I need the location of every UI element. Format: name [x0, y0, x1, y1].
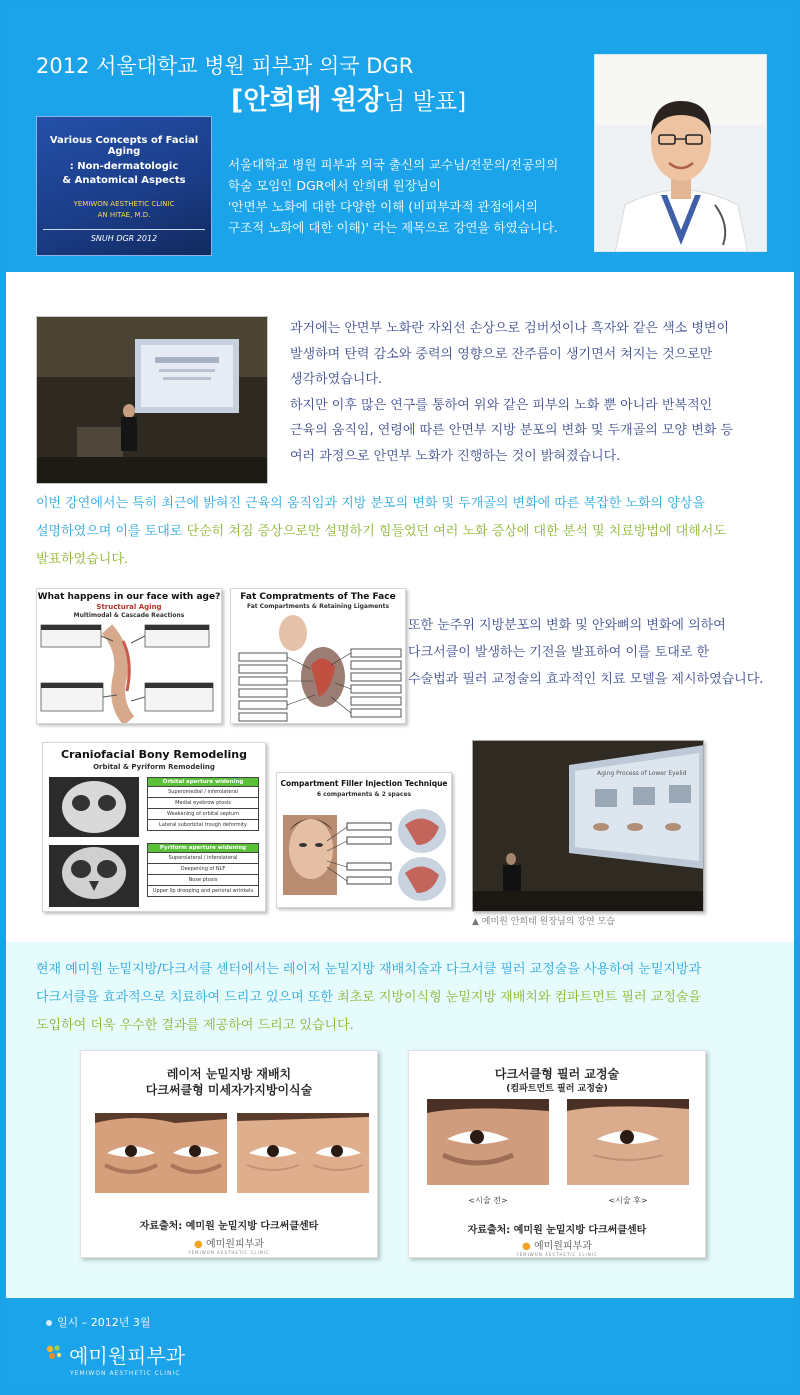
- logo-name: 예미원피부과: [205, 1239, 264, 1250]
- list-item: Superolateral / inferolateral: [147, 853, 259, 864]
- slide-subtitle: 6 compartments & 2 spaces: [316, 791, 412, 798]
- paragraph-line: 과거에는 안면부 노화란 자외선 손상으로 검버섯이나 흑자와 같은 색소 병변이: [290, 321, 730, 336]
- intro-text: [228, 154, 588, 238]
- event-date: [46, 1314, 151, 1330]
- list-item: Upper lip drooping and perioral wrinkels: [147, 886, 259, 897]
- list-item: Lateral suborbital trough deformity: [147, 820, 259, 831]
- doctor-portrait: [594, 54, 767, 252]
- slide-divider: [43, 229, 205, 230]
- before-eye-photo: [95, 1113, 227, 1193]
- paragraph-line: 발생하며 탄력 감소와 중력의 영향으로 잔주름이 생기면서 쳐지는 것으로만: [290, 346, 713, 362]
- paragraph-line: [36, 518, 776, 546]
- paragraph-line: 현재 예미원 눈밑지방/다크서클 센터에서는 레이저 눈밑지방 재배치술과 다크서클 필러 교정술을 사용하여 눈밑지방과: [36, 962, 702, 977]
- clinic-logo: [409, 1237, 705, 1257]
- lecture-title-slide: [36, 116, 212, 256]
- paragraph-line: 근육의 움직임, 연령에 따른 안면부 지방 분포의 변화 및 두개골의 모양 변화 등: [290, 423, 734, 438]
- dark-circle-paragraph: [408, 612, 788, 693]
- source-credit: 자료출처: 예미원 눈밑지방 다크써클센타: [467, 1225, 647, 1236]
- paragraph-line: 다크서클이 발생하는 기전을 발표하여 이를 토대로 한: [408, 645, 710, 660]
- slide-title: Compartment Filler Injection Technique: [280, 779, 448, 788]
- presenter-name: [안희태 원장: [231, 85, 384, 116]
- after-eye-photo: [567, 1099, 689, 1185]
- lecture-section: [6, 272, 794, 942]
- slide-title: Fat Compratments of The Face: [240, 592, 396, 602]
- slide-subtitle: Structural Aging: [96, 603, 162, 611]
- list-header: Orbital aperture widening: [147, 777, 259, 787]
- lecture-summary-paragraph: [36, 490, 776, 574]
- clinic-logo-icon: [44, 1343, 64, 1367]
- pyriform-list: [147, 843, 259, 897]
- summary-green-text: 단순히 쳐짐 증상으로만 설명하기 힘들었던 여러 노화 증상에 대한 분석 및 치료방법에 대해서도: [186, 524, 726, 539]
- before-label: <시술 전>: [468, 1196, 508, 1205]
- after-eye-photo: [237, 1113, 369, 1193]
- slide-subtitle: Orbital & Pyriform Remodeling: [93, 763, 215, 771]
- list-item: Nose ptosis: [147, 875, 259, 886]
- filler-injection-slide: [276, 772, 452, 908]
- intro-line: 구조적 노화에 대한 이해)' 라는 제목으로 강연을 하였습니다.: [228, 220, 558, 235]
- list-item: Deepening of NLF: [147, 864, 259, 875]
- intro-line: 학술 모임인 DGR에서 안희태 원장님이: [228, 178, 441, 193]
- lecture-photo: [36, 316, 268, 484]
- laser-fat-reposition-card: [80, 1050, 378, 1258]
- footer-logo-english: YEMIWON AESTHETIC CLINIC: [70, 1370, 181, 1377]
- source-credit: 자료출처: 예미원 눈밑지방 다크써클센타: [139, 1221, 319, 1232]
- logo-name: 예미원피부과: [533, 1241, 592, 1252]
- card-subtitle: 다크써클형 미세자가지방이식술: [145, 1083, 313, 1097]
- slide-subtitle: Multimodal & Cascade Reactions: [73, 612, 185, 619]
- slide-subtitle: Fat Compartments & Retaining Ligaments: [246, 603, 390, 610]
- footer: [6, 1298, 794, 1389]
- paragraph-line: 도입하여 더욱 우수한 결과를 제공하여 드리고 있습니다.: [36, 1018, 354, 1033]
- presenter-suffix: 님 발표]: [383, 89, 467, 115]
- card-subtitle: (컴파트먼트 필러 교정술): [506, 1084, 608, 1094]
- before-eye-photo: [427, 1099, 549, 1185]
- list-item: Medial eyebrow ptosis: [147, 798, 259, 809]
- intro-line: '안면부 노화에 대한 다양한 이해 (비피부과적 관점에서의: [228, 199, 538, 214]
- fat-compartments-slide: [230, 588, 406, 724]
- slide-line: YEMIWON AESTHETIC CLINIC: [73, 200, 175, 208]
- bony-remodeling-slide: [42, 742, 266, 912]
- clinic-logo: [81, 1235, 377, 1255]
- event-date-text: 일시 – 2012년 3월: [57, 1316, 151, 1329]
- card-title: 다크서클형 필러 교정술: [494, 1067, 620, 1081]
- intro-line: 서울대학교 병원 피부과 의국 출신의 교수님/전문의/전공의의: [228, 157, 559, 172]
- logo-english: YEMIWON AESTHETIC CLINIC: [188, 1250, 270, 1255]
- paragraph-line: 여러 과정으로 안면부 노화가 진행하는 것이 밝혀졌습니다.: [290, 448, 621, 464]
- paragraph-line: 수술법과 필러 교정술의 효과적인 치료 모델을 제시하였습니다.: [408, 672, 764, 687]
- event-title: 2012 서울대학교 병원 피부과 의국 DGR: [36, 54, 414, 78]
- filler-correction-card: [408, 1050, 706, 1258]
- summary-cyan-text: 설명하였으며 이를 토대로: [36, 524, 187, 539]
- presenter-title: [231, 78, 466, 117]
- slide-line: & Anatomical Aspects: [62, 175, 186, 186]
- photo-caption: ▲ 예미원 안희태 원장님의 강연 모습: [472, 917, 615, 927]
- logo-mark-icon: ●: [194, 1239, 203, 1250]
- list-header: Pyriform aperture widening: [147, 843, 259, 853]
- logo-english: YEMIWON AESTHETIC CLINIC: [516, 1252, 598, 1257]
- header-banner: [6, 6, 794, 272]
- history-paragraph: [290, 316, 770, 469]
- logo-mark-icon: ●: [522, 1241, 531, 1252]
- paragraph-line: [36, 984, 776, 1012]
- slide-title: What happens in our face with age?: [37, 592, 221, 602]
- footer-logo-name: 예미원피부과: [69, 1344, 186, 1368]
- orbital-list: [147, 777, 259, 831]
- paragraph-line: 생각하였습니다.: [290, 372, 383, 387]
- treatment-green-text: 최초로 지방이식형 눈밑지방 재배치와 컴파트먼트 필러 교정술을: [337, 990, 701, 1005]
- list-item: Weakening of orbital septum: [147, 809, 259, 820]
- bullet-icon: [46, 1320, 52, 1326]
- footer-clinic-logo[interactable]: [44, 1340, 186, 1377]
- treatment-paragraph: [36, 956, 776, 1040]
- paragraph-line: 하지만 이후 많은 연구를 통하여 위와 같은 피부의 노화 뿐 아니라 반복적인: [290, 397, 713, 413]
- list-item: Superomedial / inferolateral: [147, 787, 259, 798]
- after-label: <시술 후>: [608, 1196, 648, 1205]
- paragraph-line: 이번 강연에서는 특히 최근에 밝혀진 근육의 움직임과 지방 분포의 변화 및 두개골의 변화에 따른 복잡한 노화의 양상을: [36, 496, 705, 511]
- treatment-cyan-text: 다크서클을 효과적으로 치료하여 드리고 있으며 또한: [36, 990, 338, 1005]
- slide-line: Various Concepts of Facial Aging: [49, 135, 199, 157]
- slide-line: SNUH DGR 2012: [90, 234, 158, 243]
- slide-line: : Non-dermatologic: [69, 161, 179, 172]
- treatment-section: [6, 942, 794, 1298]
- paragraph-line: 발표하였습니다.: [36, 552, 129, 567]
- structural-aging-slide: [36, 588, 222, 724]
- slide-title: Craniofacial Bony Remodeling: [61, 748, 247, 761]
- card-title: 레이저 눈밑지방 재배치: [166, 1067, 292, 1081]
- slide-line: AN HITAE, M.D.: [97, 211, 151, 219]
- lecture-photo-2: [472, 740, 704, 912]
- projected-slide-title: Aging Process of Lower Eyelid: [597, 770, 687, 777]
- paragraph-line: 또한 눈주위 지방분포의 변화 및 안와뼈의 변화에 의하여: [408, 618, 726, 633]
